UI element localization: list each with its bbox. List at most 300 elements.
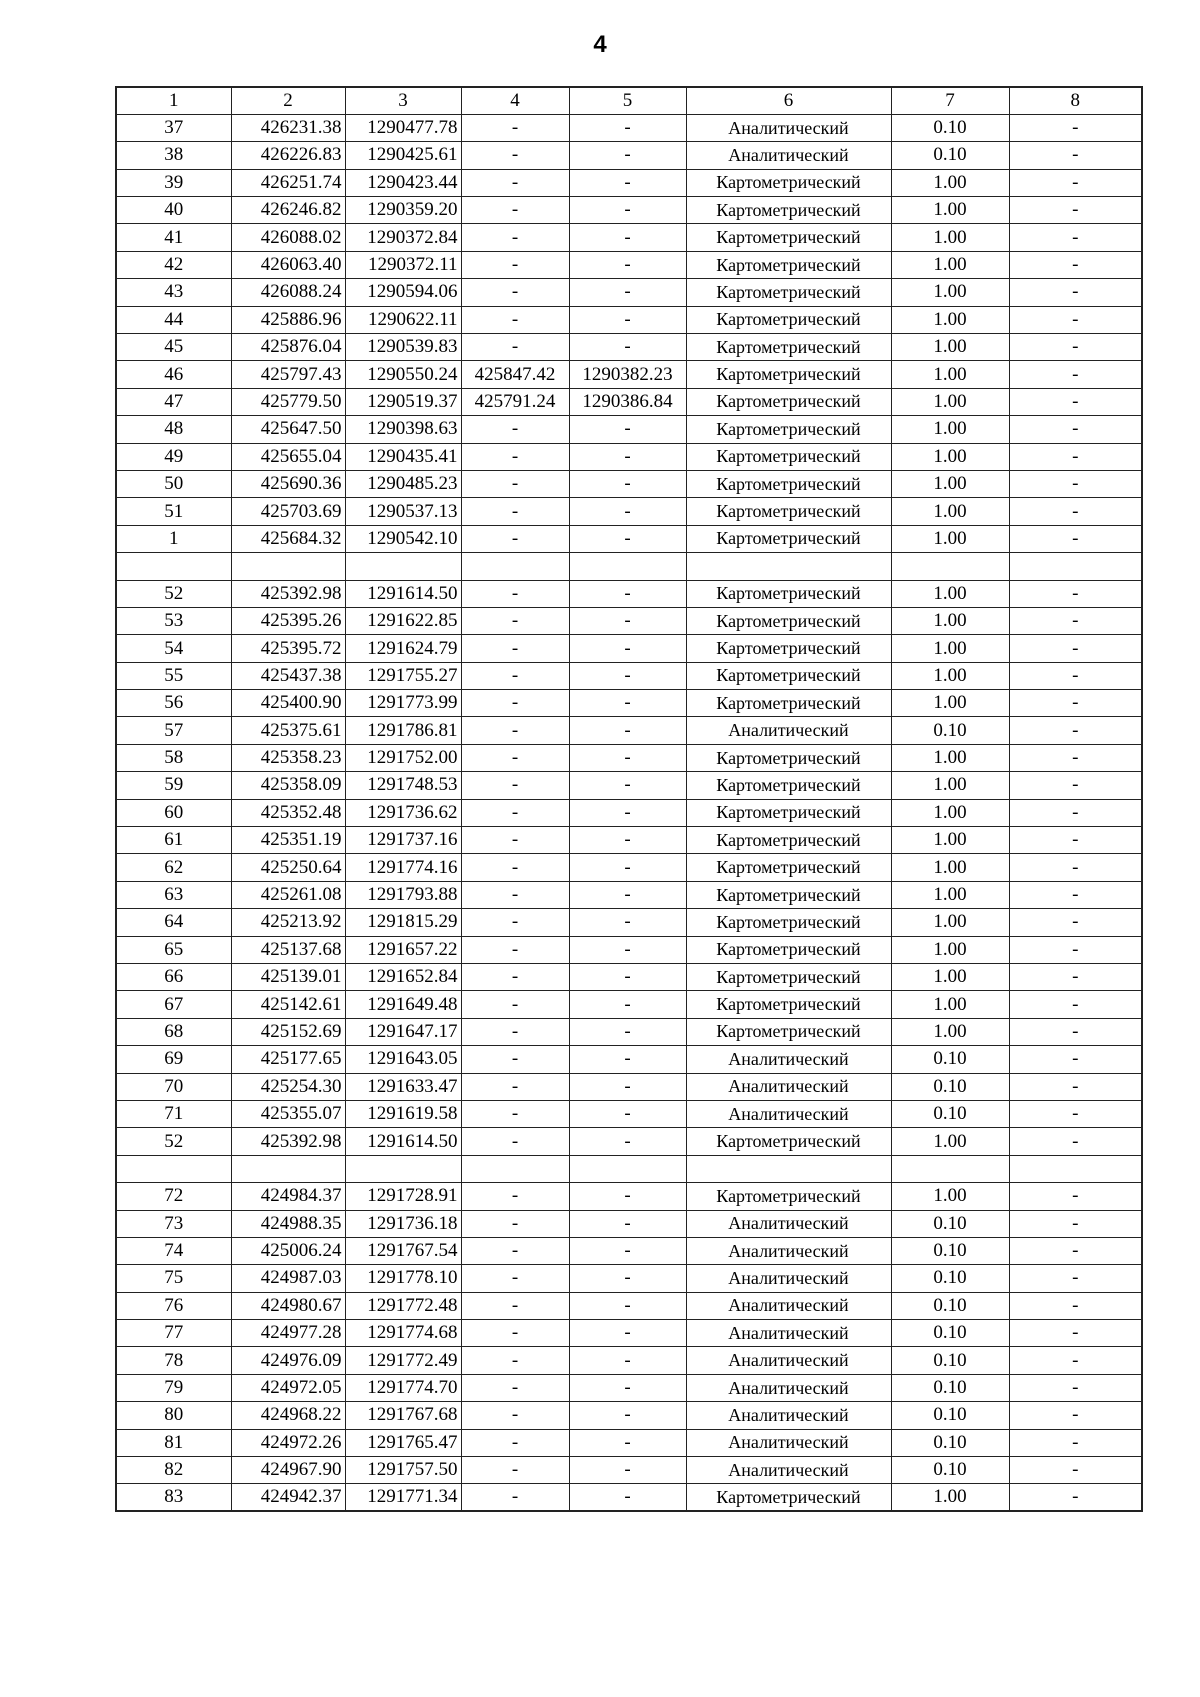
cell-point-number: 74 bbox=[116, 1237, 231, 1264]
cell-note: - bbox=[1009, 690, 1142, 717]
cell-y-coordinate: 1291815.29 bbox=[345, 909, 461, 936]
cell-y-coordinate-alt: - bbox=[569, 580, 686, 607]
header-cell-col-5: 5 bbox=[569, 87, 686, 114]
cell-accuracy: 1.00 bbox=[891, 690, 1009, 717]
cell-point-number: 70 bbox=[116, 1073, 231, 1100]
table-row bbox=[116, 334, 1142, 361]
cell-accuracy: 1.00 bbox=[891, 607, 1009, 634]
cell-y-coordinate: 1291736.18 bbox=[345, 1210, 461, 1237]
cell-y-coordinate: 1290423.44 bbox=[345, 169, 461, 196]
table-row bbox=[116, 635, 1142, 662]
cell-x-coordinate-alt: - bbox=[461, 909, 569, 936]
cell-method: Картометрический bbox=[686, 470, 891, 497]
cell-method: Картометрический bbox=[686, 498, 891, 525]
cell-method: Аналитический bbox=[686, 1100, 891, 1127]
cell-point-number: 69 bbox=[116, 1046, 231, 1073]
cell-point-number: 56 bbox=[116, 690, 231, 717]
cell-note: - bbox=[1009, 1128, 1142, 1155]
cell-method: Аналитический bbox=[686, 142, 891, 169]
cell-y-coordinate: 1290542.10 bbox=[345, 525, 461, 552]
cell-accuracy: 1.00 bbox=[891, 525, 1009, 552]
cell-y-coordinate: 1290550.24 bbox=[345, 361, 461, 388]
cell-method: Картометрический bbox=[686, 334, 891, 361]
cell-note: - bbox=[1009, 470, 1142, 497]
table-row bbox=[116, 827, 1142, 854]
cell-y-coordinate-alt: - bbox=[569, 991, 686, 1018]
cell-y-coordinate-alt: - bbox=[569, 1484, 686, 1511]
cell-method: Аналитический bbox=[686, 1374, 891, 1401]
cell-x-coordinate-alt: - bbox=[461, 306, 569, 333]
cell-method: Картометрический bbox=[686, 580, 891, 607]
cell-method: Картометрический bbox=[686, 690, 891, 717]
cell-accuracy: 1.00 bbox=[891, 443, 1009, 470]
cell-accuracy: 1.00 bbox=[891, 498, 1009, 525]
cell-x-coordinate: 425437.38 bbox=[231, 662, 345, 689]
cell-point-number: 45 bbox=[116, 334, 231, 361]
table-row bbox=[116, 662, 1142, 689]
cell-x-coordinate-alt: - bbox=[461, 470, 569, 497]
cell-x-coordinate-alt: 425847.42 bbox=[461, 361, 569, 388]
cell-y-coordinate: 1291773.99 bbox=[345, 690, 461, 717]
cell-method: Аналитический bbox=[686, 1457, 891, 1484]
cell-method: Картометрический bbox=[686, 854, 891, 881]
cell-accuracy: 0.10 bbox=[891, 1100, 1009, 1127]
cell-method: Аналитический bbox=[686, 717, 891, 744]
cell-y-coordinate-alt: - bbox=[569, 334, 686, 361]
cell-y-coordinate-alt: - bbox=[569, 690, 686, 717]
cell-y-coordinate: 1291771.34 bbox=[345, 1484, 461, 1511]
cell-method: Аналитический bbox=[686, 1237, 891, 1264]
table-row bbox=[116, 224, 1142, 251]
cell-point-number: 37 bbox=[116, 114, 231, 141]
cell-x-coordinate: 425684.32 bbox=[231, 525, 345, 552]
cell-x-coordinate: 425395.26 bbox=[231, 607, 345, 634]
cell-y-coordinate-alt bbox=[569, 553, 686, 580]
cell-accuracy: 0.10 bbox=[891, 1347, 1009, 1374]
cell-x-coordinate: 424942.37 bbox=[231, 1484, 345, 1511]
cell-y-coordinate-alt: - bbox=[569, 1100, 686, 1127]
cell-x-coordinate: 425703.69 bbox=[231, 498, 345, 525]
cell-method: Картометрический bbox=[686, 416, 891, 443]
cell-y-coordinate: 1290485.23 bbox=[345, 470, 461, 497]
cell-x-coordinate: 424972.05 bbox=[231, 1374, 345, 1401]
cell-y-coordinate-alt: - bbox=[569, 169, 686, 196]
cell-method: Картометрический bbox=[686, 306, 891, 333]
cell-y-coordinate: 1291633.47 bbox=[345, 1073, 461, 1100]
cell-accuracy: 1.00 bbox=[891, 964, 1009, 991]
cell-x-coordinate: 424968.22 bbox=[231, 1402, 345, 1429]
cell-accuracy: 0.10 bbox=[891, 1374, 1009, 1401]
cell-point-number: 78 bbox=[116, 1347, 231, 1374]
cell-x-coordinate-alt: - bbox=[461, 662, 569, 689]
cell-y-coordinate: 1291774.16 bbox=[345, 854, 461, 881]
cell-method: Аналитический bbox=[686, 1320, 891, 1347]
cell-y-coordinate-alt: - bbox=[569, 881, 686, 908]
cell-note: - bbox=[1009, 964, 1142, 991]
table-row bbox=[116, 416, 1142, 443]
table-row bbox=[116, 1210, 1142, 1237]
cell-x-coordinate: 425352.48 bbox=[231, 799, 345, 826]
cell-note: - bbox=[1009, 251, 1142, 278]
table-row bbox=[116, 1073, 1142, 1100]
cell-point-number: 81 bbox=[116, 1429, 231, 1456]
cell-y-coordinate: 1291767.68 bbox=[345, 1402, 461, 1429]
cell-x-coordinate: 425137.68 bbox=[231, 936, 345, 963]
cell-note: - bbox=[1009, 525, 1142, 552]
cell-note: - bbox=[1009, 827, 1142, 854]
cell-method: Картометрический bbox=[686, 936, 891, 963]
cell-y-coordinate: 1290435.41 bbox=[345, 443, 461, 470]
cell-method: Аналитический bbox=[686, 1265, 891, 1292]
cell-x-coordinate: 425358.23 bbox=[231, 744, 345, 771]
cell-point-number: 60 bbox=[116, 799, 231, 826]
cell-y-coordinate-alt: - bbox=[569, 772, 686, 799]
cell-x-coordinate-alt: - bbox=[461, 1265, 569, 1292]
cell-y-coordinate: 1291767.54 bbox=[345, 1237, 461, 1264]
cell-y-coordinate-alt: 1290386.84 bbox=[569, 388, 686, 415]
cell-x-coordinate-alt: - bbox=[461, 1402, 569, 1429]
cell-x-coordinate: 424976.09 bbox=[231, 1347, 345, 1374]
cell-point-number: 52 bbox=[116, 1128, 231, 1155]
cell-accuracy bbox=[891, 1155, 1009, 1182]
cell-y-coordinate-alt: - bbox=[569, 1429, 686, 1456]
cell-y-coordinate: 1291643.05 bbox=[345, 1046, 461, 1073]
cell-method: Картометрический bbox=[686, 744, 891, 771]
cell-x-coordinate-alt: - bbox=[461, 525, 569, 552]
cell-accuracy: 1.00 bbox=[891, 334, 1009, 361]
cell-point-number: 1 bbox=[116, 525, 231, 552]
cell-method: Картометрический bbox=[686, 662, 891, 689]
cell-x-coordinate: 425655.04 bbox=[231, 443, 345, 470]
cell-y-coordinate bbox=[345, 1155, 461, 1182]
cell-point-number: 63 bbox=[116, 881, 231, 908]
cell-y-coordinate: 1291778.10 bbox=[345, 1265, 461, 1292]
cell-point-number: 54 bbox=[116, 635, 231, 662]
cell-y-coordinate-alt: - bbox=[569, 1046, 686, 1073]
cell-note: - bbox=[1009, 662, 1142, 689]
cell-note: - bbox=[1009, 1374, 1142, 1401]
cell-x-coordinate-alt: - bbox=[461, 580, 569, 607]
cell-note: - bbox=[1009, 279, 1142, 306]
cell-x-coordinate-alt: - bbox=[461, 1128, 569, 1155]
cell-y-coordinate-alt: - bbox=[569, 114, 686, 141]
cell-accuracy: 1.00 bbox=[891, 279, 1009, 306]
cell-y-coordinate-alt: - bbox=[569, 662, 686, 689]
cell-method: Картометрический bbox=[686, 197, 891, 224]
cell-method: Картометрический bbox=[686, 607, 891, 634]
cell-point-number: 50 bbox=[116, 470, 231, 497]
cell-y-coordinate-alt bbox=[569, 1155, 686, 1182]
cell-note: - bbox=[1009, 1402, 1142, 1429]
cell-x-coordinate-alt: - bbox=[461, 1374, 569, 1401]
cell-y-coordinate-alt: - bbox=[569, 1128, 686, 1155]
cell-note: - bbox=[1009, 361, 1142, 388]
cell-y-coordinate: 1291624.79 bbox=[345, 635, 461, 662]
table-row bbox=[116, 142, 1142, 169]
table-row bbox=[116, 361, 1142, 388]
cell-method: Картометрический bbox=[686, 799, 891, 826]
cell-method: Картометрический bbox=[686, 1183, 891, 1210]
table-row bbox=[116, 799, 1142, 826]
cell-y-coordinate-alt: - bbox=[569, 1457, 686, 1484]
table-row bbox=[116, 1402, 1142, 1429]
cell-point-number: 76 bbox=[116, 1292, 231, 1319]
cell-note: - bbox=[1009, 1429, 1142, 1456]
cell-method bbox=[686, 1155, 891, 1182]
cell-y-coordinate: 1290594.06 bbox=[345, 279, 461, 306]
cell-point-number: 43 bbox=[116, 279, 231, 306]
table-row bbox=[116, 525, 1142, 552]
cell-accuracy: 1.00 bbox=[891, 662, 1009, 689]
cell-y-coordinate: 1291614.50 bbox=[345, 580, 461, 607]
cell-method: Картометрический bbox=[686, 827, 891, 854]
cell-accuracy: 0.10 bbox=[891, 1292, 1009, 1319]
cell-y-coordinate bbox=[345, 553, 461, 580]
cell-x-coordinate-alt: - bbox=[461, 827, 569, 854]
cell-x-coordinate: 424980.67 bbox=[231, 1292, 345, 1319]
cell-note: - bbox=[1009, 169, 1142, 196]
table-header bbox=[116, 87, 1142, 114]
cell-note: - bbox=[1009, 744, 1142, 771]
cell-y-coordinate-alt: - bbox=[569, 416, 686, 443]
cell-x-coordinate bbox=[231, 553, 345, 580]
cell-x-coordinate-alt: - bbox=[461, 142, 569, 169]
cell-y-coordinate: 1290372.84 bbox=[345, 224, 461, 251]
cell-x-coordinate: 425139.01 bbox=[231, 964, 345, 991]
cell-y-coordinate: 1291614.50 bbox=[345, 1128, 461, 1155]
cell-accuracy: 1.00 bbox=[891, 772, 1009, 799]
cell-x-coordinate: 425797.43 bbox=[231, 361, 345, 388]
cell-x-coordinate: 425250.64 bbox=[231, 854, 345, 881]
cell-point-number: 82 bbox=[116, 1457, 231, 1484]
cell-y-coordinate-alt: - bbox=[569, 1018, 686, 1045]
cell-accuracy: 1.00 bbox=[891, 416, 1009, 443]
cell-x-coordinate-alt: - bbox=[461, 498, 569, 525]
cell-note: - bbox=[1009, 909, 1142, 936]
cell-y-coordinate: 1290425.61 bbox=[345, 142, 461, 169]
table-row bbox=[116, 1265, 1142, 1292]
cell-point-number: 72 bbox=[116, 1183, 231, 1210]
cell-point-number: 48 bbox=[116, 416, 231, 443]
cell-note: - bbox=[1009, 114, 1142, 141]
table-row bbox=[116, 1347, 1142, 1374]
cell-accuracy: 1.00 bbox=[891, 306, 1009, 333]
table-row bbox=[116, 690, 1142, 717]
cell-y-coordinate: 1291737.16 bbox=[345, 827, 461, 854]
cell-accuracy: 1.00 bbox=[891, 854, 1009, 881]
cell-y-coordinate-alt: - bbox=[569, 251, 686, 278]
cell-y-coordinate: 1290477.78 bbox=[345, 114, 461, 141]
cell-method: Картометрический bbox=[686, 251, 891, 278]
cell-accuracy: 1.00 bbox=[891, 361, 1009, 388]
cell-x-coordinate-alt: - bbox=[461, 1210, 569, 1237]
cell-note: - bbox=[1009, 306, 1142, 333]
cell-accuracy: 0.10 bbox=[891, 1457, 1009, 1484]
cell-note: - bbox=[1009, 1457, 1142, 1484]
cell-accuracy: 1.00 bbox=[891, 470, 1009, 497]
table-row bbox=[116, 881, 1142, 908]
cell-y-coordinate-alt: - bbox=[569, 964, 686, 991]
cell-y-coordinate-alt: - bbox=[569, 1265, 686, 1292]
cell-x-coordinate-alt: - bbox=[461, 443, 569, 470]
cell-x-coordinate: 425392.98 bbox=[231, 580, 345, 607]
cell-x-coordinate-alt: - bbox=[461, 279, 569, 306]
cell-y-coordinate-alt: - bbox=[569, 1292, 686, 1319]
cell-x-coordinate-alt: - bbox=[461, 1237, 569, 1264]
table-row bbox=[116, 169, 1142, 196]
cell-method: Картометрический bbox=[686, 388, 891, 415]
header-cell-col-6: 6 bbox=[686, 87, 891, 114]
header-cell-col-7: 7 bbox=[891, 87, 1009, 114]
cell-accuracy: 1.00 bbox=[891, 991, 1009, 1018]
header-cell-col-2: 2 bbox=[231, 87, 345, 114]
header-cell-col-4: 4 bbox=[461, 87, 569, 114]
cell-accuracy: 1.00 bbox=[891, 169, 1009, 196]
cell-x-coordinate: 424967.90 bbox=[231, 1457, 345, 1484]
cell-x-coordinate-alt: - bbox=[461, 936, 569, 963]
cell-note: - bbox=[1009, 197, 1142, 224]
cell-point-number: 51 bbox=[116, 498, 231, 525]
table-row bbox=[116, 1183, 1142, 1210]
cell-method bbox=[686, 553, 891, 580]
cell-note: - bbox=[1009, 1046, 1142, 1073]
cell-accuracy bbox=[891, 553, 1009, 580]
cell-x-coordinate-alt: - bbox=[461, 991, 569, 1018]
cell-point-number: 53 bbox=[116, 607, 231, 634]
cell-note: - bbox=[1009, 772, 1142, 799]
table-row bbox=[116, 580, 1142, 607]
cell-y-coordinate: 1291752.00 bbox=[345, 744, 461, 771]
table-row bbox=[116, 1046, 1142, 1073]
cell-y-coordinate: 1291647.17 bbox=[345, 1018, 461, 1045]
cell-method: Картометрический bbox=[686, 909, 891, 936]
cell-x-coordinate-alt: - bbox=[461, 607, 569, 634]
header-cell-col-8: 8 bbox=[1009, 87, 1142, 114]
cell-method: Аналитический bbox=[686, 1429, 891, 1456]
cell-method: Картометрический bbox=[686, 1128, 891, 1155]
cell-note: - bbox=[1009, 799, 1142, 826]
cell-note: - bbox=[1009, 1347, 1142, 1374]
cell-x-coordinate-alt: - bbox=[461, 635, 569, 662]
table-row bbox=[116, 1457, 1142, 1484]
cell-note: - bbox=[1009, 1320, 1142, 1347]
table-row bbox=[116, 717, 1142, 744]
table-row bbox=[116, 1237, 1142, 1264]
table-row bbox=[116, 1155, 1142, 1182]
cell-method: Картометрический bbox=[686, 279, 891, 306]
cell-x-coordinate-alt: - bbox=[461, 114, 569, 141]
cell-note: - bbox=[1009, 1265, 1142, 1292]
cell-y-coordinate-alt: - bbox=[569, 1237, 686, 1264]
cell-y-coordinate: 1291748.53 bbox=[345, 772, 461, 799]
cell-x-coordinate: 426088.24 bbox=[231, 279, 345, 306]
cell-x-coordinate: 426088.02 bbox=[231, 224, 345, 251]
cell-note: - bbox=[1009, 580, 1142, 607]
cell-accuracy: 1.00 bbox=[891, 1484, 1009, 1511]
cell-point-number bbox=[116, 553, 231, 580]
cell-point-number: 59 bbox=[116, 772, 231, 799]
cell-x-coordinate-alt: - bbox=[461, 717, 569, 744]
cell-method: Картометрический bbox=[686, 635, 891, 662]
cell-note: - bbox=[1009, 854, 1142, 881]
cell-y-coordinate: 1291755.27 bbox=[345, 662, 461, 689]
cell-note: - bbox=[1009, 1484, 1142, 1511]
cell-method: Картометрический bbox=[686, 1018, 891, 1045]
cell-point-number: 39 bbox=[116, 169, 231, 196]
cell-x-coordinate: 425006.24 bbox=[231, 1237, 345, 1264]
cell-y-coordinate-alt: - bbox=[569, 142, 686, 169]
cell-method: Картометрический bbox=[686, 443, 891, 470]
cell-point-number: 71 bbox=[116, 1100, 231, 1127]
cell-accuracy: 1.00 bbox=[891, 224, 1009, 251]
cell-y-coordinate-alt: - bbox=[569, 279, 686, 306]
cell-accuracy: 1.00 bbox=[891, 827, 1009, 854]
cell-accuracy: 1.00 bbox=[891, 1128, 1009, 1155]
cell-y-coordinate: 1291765.47 bbox=[345, 1429, 461, 1456]
cell-accuracy: 1.00 bbox=[891, 1018, 1009, 1045]
cell-point-number: 66 bbox=[116, 964, 231, 991]
cell-accuracy: 0.10 bbox=[891, 1046, 1009, 1073]
cell-point-number: 57 bbox=[116, 717, 231, 744]
cell-y-coordinate-alt: - bbox=[569, 1210, 686, 1237]
cell-x-coordinate: 424984.37 bbox=[231, 1183, 345, 1210]
cell-y-coordinate-alt: - bbox=[569, 717, 686, 744]
cell-y-coordinate: 1291786.81 bbox=[345, 717, 461, 744]
cell-point-number: 83 bbox=[116, 1484, 231, 1511]
cell-x-coordinate: 424988.35 bbox=[231, 1210, 345, 1237]
cell-y-coordinate: 1291757.50 bbox=[345, 1457, 461, 1484]
table-row bbox=[116, 1429, 1142, 1456]
cell-x-coordinate: 425375.61 bbox=[231, 717, 345, 744]
table-row bbox=[116, 1374, 1142, 1401]
cell-method: Аналитический bbox=[686, 1292, 891, 1319]
cell-method: Картометрический bbox=[686, 525, 891, 552]
cell-method: Картометрический bbox=[686, 169, 891, 196]
cell-x-coordinate: 425400.90 bbox=[231, 690, 345, 717]
cell-x-coordinate-alt bbox=[461, 1155, 569, 1182]
cell-method: Аналитический bbox=[686, 114, 891, 141]
cell-accuracy: 1.00 bbox=[891, 251, 1009, 278]
table-row bbox=[116, 1484, 1142, 1511]
table-row bbox=[116, 114, 1142, 141]
table-row bbox=[116, 964, 1142, 991]
cell-x-coordinate-alt: - bbox=[461, 1018, 569, 1045]
cell-y-coordinate: 1291649.48 bbox=[345, 991, 461, 1018]
cell-y-coordinate: 1291774.70 bbox=[345, 1374, 461, 1401]
cell-y-coordinate: 1291728.91 bbox=[345, 1183, 461, 1210]
cell-y-coordinate: 1290359.20 bbox=[345, 197, 461, 224]
cell-x-coordinate-alt: 425791.24 bbox=[461, 388, 569, 415]
cell-x-coordinate: 426226.83 bbox=[231, 142, 345, 169]
cell-y-coordinate-alt: - bbox=[569, 197, 686, 224]
cell-accuracy: 0.10 bbox=[891, 1237, 1009, 1264]
cell-point-number: 42 bbox=[116, 251, 231, 278]
cell-point-number: 67 bbox=[116, 991, 231, 1018]
cell-note: - bbox=[1009, 881, 1142, 908]
cell-y-coordinate: 1290622.11 bbox=[345, 306, 461, 333]
cell-accuracy: 1.00 bbox=[891, 635, 1009, 662]
table-row bbox=[116, 772, 1142, 799]
cell-note: - bbox=[1009, 416, 1142, 443]
table-row bbox=[116, 1320, 1142, 1347]
table-row bbox=[116, 498, 1142, 525]
cell-note: - bbox=[1009, 1100, 1142, 1127]
header-cell-col-1: 1 bbox=[116, 87, 231, 114]
cell-method: Аналитический bbox=[686, 1402, 891, 1429]
cell-x-coordinate-alt: - bbox=[461, 224, 569, 251]
cell-method: Картометрический bbox=[686, 361, 891, 388]
cell-method: Аналитический bbox=[686, 1046, 891, 1073]
